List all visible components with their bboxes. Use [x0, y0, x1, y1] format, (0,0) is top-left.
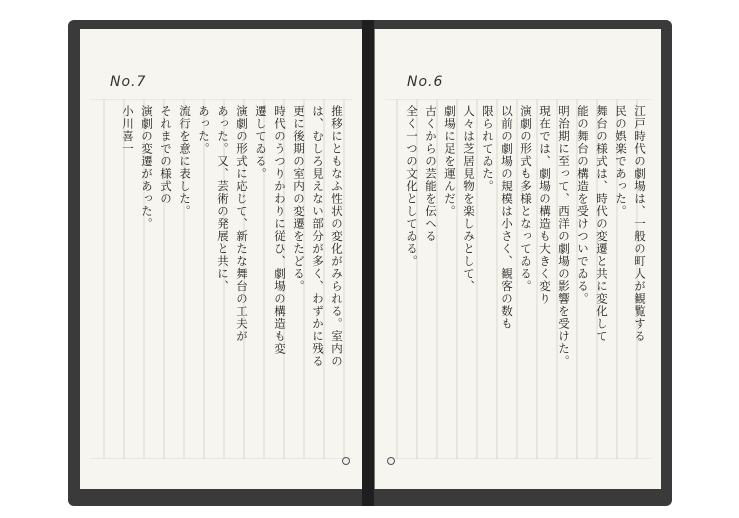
text-line: 推移にともなふ性状の変化がみられる。室内の — [330, 105, 344, 368]
text-line: 現在では、劇場の構造も大きく変り — [538, 105, 552, 305]
text-line: 演劇の形式も多様となってゐる。 — [519, 105, 533, 293]
binding-hole — [387, 457, 395, 465]
text-line: 民の娯楽であった。 — [614, 105, 628, 218]
text-line: 時代のうつりかわりに従ひ、劇場の構造も変 — [273, 105, 287, 355]
text-line: 流行を意に表した。 — [178, 105, 192, 218]
text-line: 遷してゐる。 — [254, 105, 268, 180]
text-line: 限られてゐた。 — [481, 105, 495, 193]
right-page-number: No.6 — [407, 74, 444, 90]
left-page — [80, 29, 363, 489]
text-line: 更に後期の室内の変遷をたどる。 — [292, 105, 306, 293]
author-signature: 小川喜一 — [121, 105, 135, 155]
text-line: 明治期に至って、西洋の劇場の影響を受けた。 — [557, 105, 571, 368]
text-line: 人々は芝居見物を楽しみとして、 — [462, 105, 476, 293]
text-line: あった。 — [197, 105, 211, 155]
text-line: 以前の劇場の規模は小さく、観客の数も — [500, 105, 514, 330]
text-line: 古くからの芸能を伝へる — [424, 105, 438, 243]
text-line: あった。又、芸術の発展と共に、 — [216, 105, 230, 293]
text-line: 能の舞台の構造を受けついでゐる。 — [576, 105, 590, 305]
text-line: 演劇の変遷があった。 — [140, 105, 154, 230]
notebook-spine — [362, 20, 374, 506]
open-notebook — [68, 20, 672, 506]
text-line: 全く一つの文化としてゐる。 — [405, 105, 419, 268]
right-page — [374, 29, 661, 489]
left-page-text — [120, 105, 344, 465]
text-line: それまでの様式の — [159, 105, 173, 205]
text-line: 江戸時代の劇場は、一般の町人が観覧する — [633, 105, 647, 343]
text-line: は、むしろ見えない部分が多く、わずかに残る — [311, 105, 325, 368]
right-page-text — [404, 105, 647, 465]
left-page-number: No.7 — [110, 74, 147, 90]
binding-hole — [342, 457, 350, 465]
text-line: 舞台の様式は、時代の変遷と共に変化して — [595, 105, 609, 343]
text-line: 演劇の形式に応じて、新たな舞台の工夫が — [235, 105, 249, 343]
text-line: 劇場に足を運んだ。 — [443, 105, 457, 218]
